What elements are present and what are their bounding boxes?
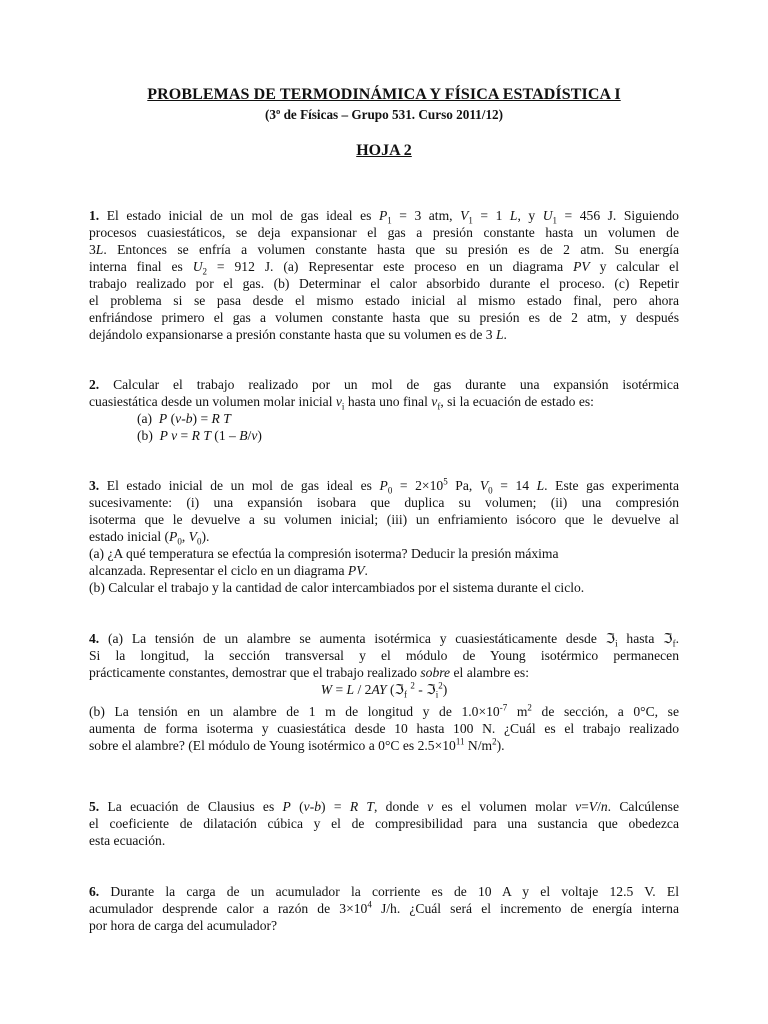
sheet-heading: HOJA 2 [356,142,412,159]
problem-6-line-3: por hora de carga del acumulador? [89,918,278,933]
problem-number: 5. [89,799,100,814]
document-title: PROBLEMAS DE TERMODINÁMICA Y FÍSICA ESTADÍSTICA I [147,86,621,103]
problem-1-line-2: procesos cuasiestáticos, se deja expansionar el gas a presión constante hasta un volumen de [89,225,679,240]
problem-6-line-2: acumulador desprende calor a razón de $3\times 10^4$ J/h. ¿Cuál será el incremento de energía interna [89,899,679,916]
problem-6 [89,883,679,934]
problem-3-part-a: (a) ¿A qué temperatura se efectúa la compresión isoterma? Deducir la presión máxima [89,546,559,561]
problem-4-line-1: 4. (a) La tensión de un alambre se aumenta isotérmica y cuasiestáticamente desde ℑ$_i$ hasta ℑ$_f$. [89,631,679,649]
problem-1-line-3: 3L. Entonces se enfría a volumen constante hasta que su presión es de 2 atm. Su energía [89,242,679,257]
document-subtitle: (3º de Físicas – Grupo 531. Curso 2011/12) [264,107,504,122]
problem-4-part-b-line-2: aumenta de forma isoterma y cuasiestática desde 10 hasta 100 N. ¿Cuál es el trabajo realizado [89,721,679,736]
problem-2-line-2: cuasiestática desde un volumen molar inicial $v_i$ hasta uno final $v_f$, si la ecuación de estado es: [89,394,594,412]
problem-3-line-4: estado inicial ($P_0$, $V_0$). [89,529,210,547]
problem-1-line-6: el problema si se pasa desde el mismo estado inicial al mismo estado final, pero ahora [89,293,679,308]
problem-4-line-2: Si la longitud, la sección transversal y el módulo de Young isotérmico permanecen [89,648,679,663]
problem-4-part-b-line-1: (b) La tensión en un alambre de 1 m de longitud y de $1.0\times 10^{-7}$ $m^2$ de sección, a 0°C, se [89,702,679,719]
problem-1-line-1: 1. El estado inicial de un mol de gas ideal es $P_1 = 3$ atm, $V_1 = 1$ L, y $U_1 = 456$ J. Siguiendo [89,208,679,226]
problem-5 [89,798,679,849]
problem-3-part-a-cont: alcanzada. Representar el ciclo en un diagrama PV. [89,563,368,578]
problem-5-line-2: el coeficiente de dilatación cúbica y el de compresibilidad para una sustancia que obedezca [89,816,679,831]
problem-1-line-8: dejándolo expansionarse a presión constante hasta que su volumen es de 3 L. [89,327,507,342]
problem-4 [89,630,679,754]
problem-2-line-1: 2. Calcular el trabajo realizado por un mol de gas durante una expansión isotérmica [89,377,679,392]
problem-5-line-3: esta ecuación. [89,833,166,848]
problem-number: 4. [89,631,100,646]
problem-4-line-3: prácticamente constantes, demostrar que el trabajo realizado sobre el alambre es: [89,665,529,680]
problem-3-line-3: isoterma que le devuelve a su volumen inicial; (iii) un enfriamiento isócoro que le devuelve al [89,512,679,527]
problem-5-line-1: 5. La ecuación de Clausius es P (v-b) = R T, donde v es el volumen molar v=V/n. Calcúlense [89,799,679,814]
problem-3 [89,477,679,596]
problem-6-line-1: 6. Durante la carga de un acumulador la corriente es de 10 A y el voltaje 12.5 V. El [89,884,679,899]
problem-3-part-b: (b) Calcular el trabajo y la cantidad de calor intercambiados por el sistema durante el ciclo. [89,580,585,595]
problem-3-line-2: sucesivamente: (i) una expansión isobara que duplica su volumen; (ii) una compresión [89,495,679,510]
problem-4-formula: W = L / 2AY (ℑ$_f$ $^2$ - ℑ$_i^2$) [320,680,448,700]
problem-number: 6. [89,884,100,899]
problem-1-line-7: enfriándose primero el gas a volumen constante hasta que su presión es de 2 atm, y después [89,310,679,325]
problem-1 [89,207,679,343]
problem-number: 3. [89,478,100,493]
problem-2 [89,376,679,444]
problem-1-line-5: trabajo realizado por el gas. (b) Determinar el calor absorbido durante el proceso. (c) Repetir [89,276,679,291]
problem-2-option-a: (a) P (v-b) = R T [137,411,231,426]
problem-4-part-b-line-3: sobre el alambre? (El módulo de Young isotérmico a 0°C es $2.5\times 10^{11}$ $N/m^2$). [89,736,505,753]
problem-number: 2. [89,377,100,392]
problem-3-line-1: 3. El estado inicial de un mol de gas ideal es $P_0 = 2\times 10^5$ Pa, $V_0 = 14$ L. Este gas experimenta [89,476,679,496]
problem-1-line-4: interna final es $U_2 = 912$ J. (a) Representar este proceso en un diagrama PV y calcular el [89,259,679,277]
problem-number: 1. [89,208,100,223]
problem-2-option-b: (b) P v = R T (1 – B/v) [137,428,262,443]
